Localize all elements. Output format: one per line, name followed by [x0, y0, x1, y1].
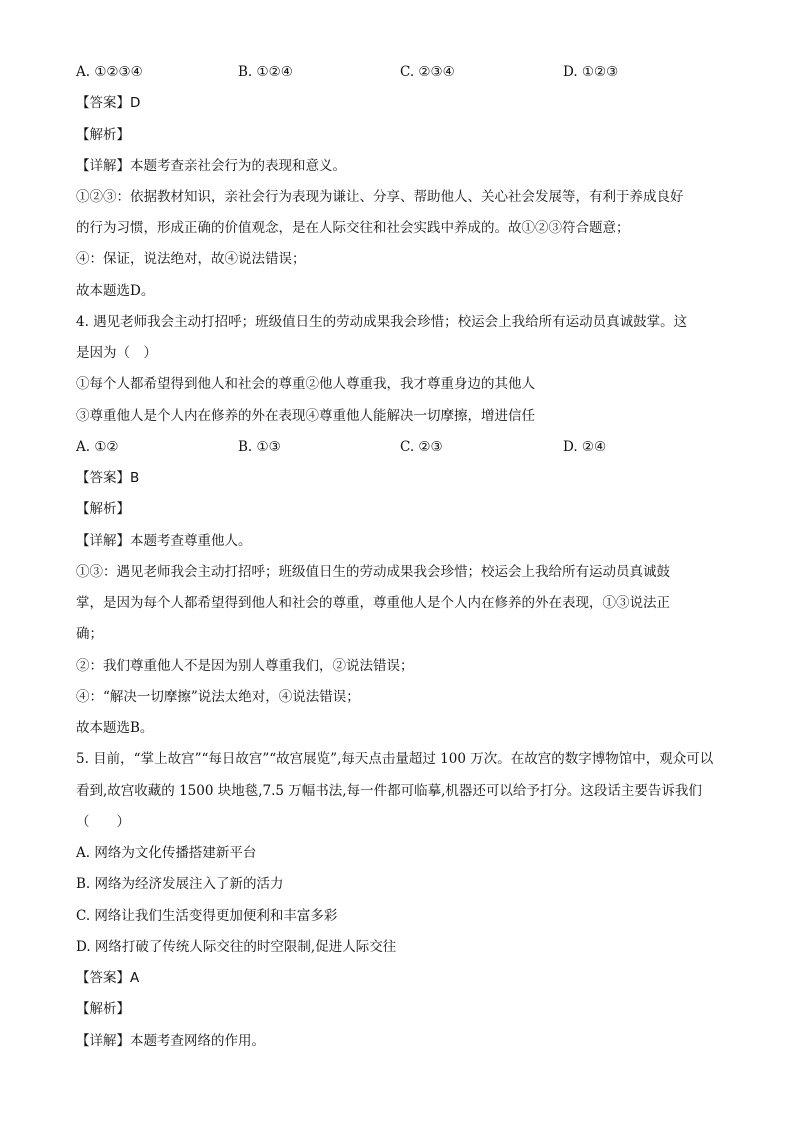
q4-explanation-line: 故本题选B。	[76, 720, 154, 736]
q4-statement: ①每个人都希望得到他人和社会的尊重②他人尊重我，我才尊重身边的其他人	[76, 376, 535, 392]
q4-answer: 【答案】B	[76, 470, 140, 486]
q4-statement: ③尊重他人是个人内在修养的外在表现④尊重他人能解决一切摩擦，增进信任	[76, 408, 535, 424]
q4-explanation-line: ①③：遇见老师我会主动打招呼；班级值日生的劳动成果我会珍惜；校运会上我给所有运动员真诚鼓	[76, 564, 670, 580]
q4-explanation-line: ②：我们尊重他人不是因为别人尊重我们，②说法错误；	[76, 658, 414, 674]
q5-detail: 【详解】本题考查网络的作用。	[76, 1033, 265, 1049]
q4-option-b: B. ①③	[238, 439, 281, 455]
q3-explanation-line: ④：保证，说法绝对，故④说法错误；	[76, 251, 306, 267]
q4-explanation-line: ④：“解决一切摩擦”说法太绝对，④说法错误；	[76, 689, 360, 705]
q4-detail: 【详解】本题考查尊重他人。	[76, 533, 252, 549]
q5-analysis-title: 【解析】	[76, 1001, 130, 1017]
q3-analysis-title: 【解析】	[76, 127, 130, 143]
q5-answer: 【答案】A	[76, 970, 140, 986]
q3-detail: 【详解】本题考查亲社会行为的表现和意义。	[76, 158, 346, 174]
q3-explanation-line: ①②③：依据教材知识，亲社会行为表现为谦让、分享、帮助他人、关心社会发展等，有利于养成良好	[76, 189, 684, 205]
q5-option-a: A. 网络为文化传播搭建新平台	[76, 845, 257, 861]
q4-option-c: C. ②③	[400, 439, 443, 455]
q3-option-a: A. ①②③④	[76, 64, 143, 80]
q4-option-d: D. ②④	[563, 439, 607, 455]
q3-explanation-line: 故本题选D。	[76, 283, 155, 299]
q5-stem-line: 看到,故宫收藏的 1500 块地毯,7.5 万幅书法,每一件都可临摹,机器还可以给予打分。这段话主要告诉我们	[76, 783, 702, 799]
q3-option-c: C. ②③④	[400, 64, 455, 80]
q5-option-b: B. 网络为经济发展注入了新的活力	[76, 876, 284, 892]
q3-explanation-line: 的行为习惯，形成正确的价值观念，是在人际交往和社会实践中养成的。故①②③符合题意；	[76, 220, 630, 236]
q4-analysis-title: 【解析】	[76, 501, 130, 517]
q3-option-d: D. ①②③	[563, 64, 619, 80]
q5-stem-line: 5. 目前，“掌上故宫”“每日故宫”“故宫展览”,每天点击量超过 100 万次。在故宫的数字博物馆中，观众可以	[76, 751, 714, 767]
q5-option-d: D. 网络打破了传统人际交往的时空限制,促进人际交往	[76, 939, 397, 955]
q3-answer: 【答案】D	[76, 95, 141, 111]
q3-option-b: B. ①②④	[238, 64, 293, 80]
q4-stem-line: 4. 遇见老师我会主动打招呼；班级值日生的劳动成果我会珍惜；校运会上我给所有运动员真诚鼓掌。这	[76, 314, 688, 330]
q5-option-c: C. 网络让我们生活变得更加便利和丰富多彩	[76, 908, 338, 924]
q4-option-a: A. ①②	[76, 439, 119, 455]
q4-stem-line: 是因为（ ）	[76, 345, 157, 361]
q4-explanation-line: 掌，是因为每个人都希望得到他人和社会的尊重，尊重他人是个人内在修养的外在表现，①③说法正	[76, 595, 670, 611]
q5-stem-line: （ ）	[76, 814, 130, 830]
q4-explanation-line: 确；	[76, 626, 103, 642]
